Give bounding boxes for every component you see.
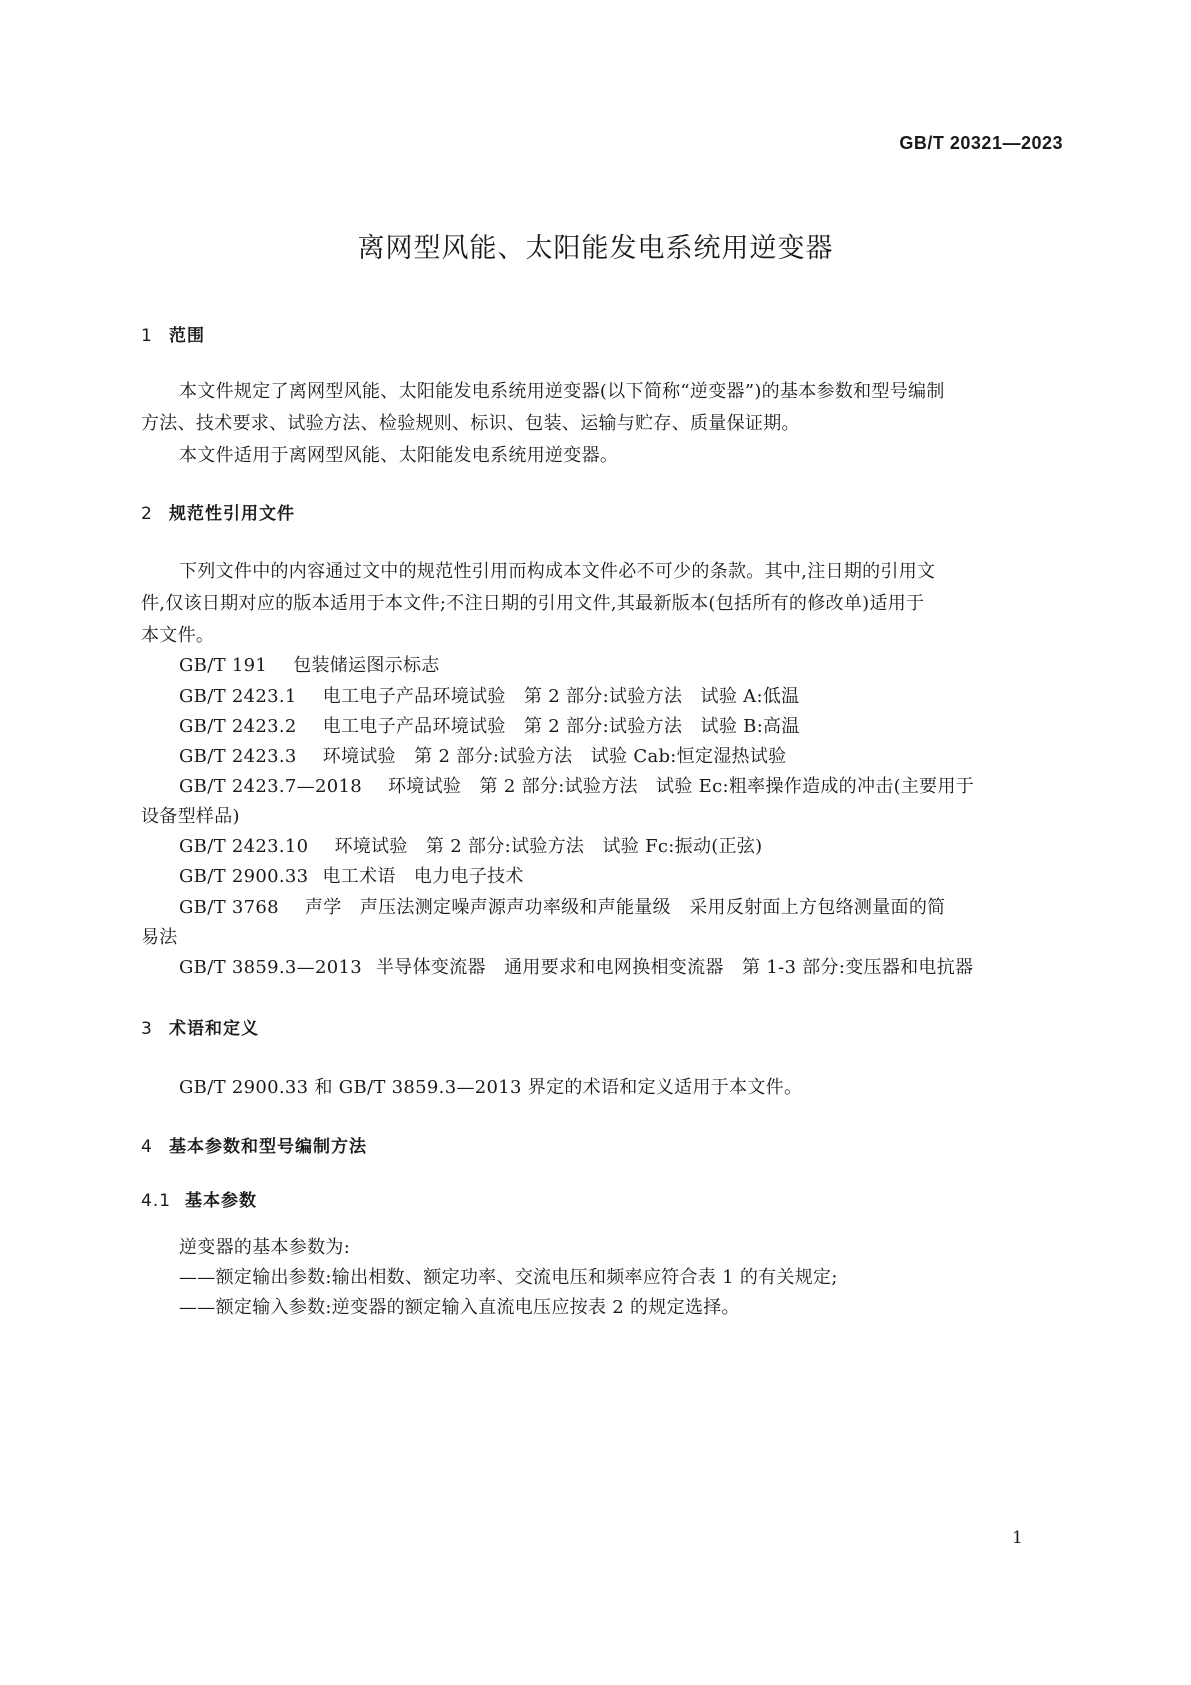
section-number: 1 xyxy=(141,326,153,346)
reference-item xyxy=(179,953,973,979)
reference-item xyxy=(179,862,524,888)
section-2-intro-line-2: 件,仅该日期对应的版本适用于本文件;不注日期的引用文件,其最新版本(包括所有的修改单)适用于 xyxy=(141,593,925,614)
reference-title: 电工电子产品环境试验 第 2 部分:试验方法 试验 B:高温 xyxy=(322,716,800,737)
reference-code: GB/T 2900.33 xyxy=(179,866,309,887)
section-1-heading xyxy=(141,321,205,346)
reference-item xyxy=(179,682,799,708)
reference-item xyxy=(179,772,974,798)
section-1-paragraph-2: 本文件适用于离网型风能、太阳能发电系统用逆变器。 xyxy=(179,445,619,466)
section-3-paragraph: GB/T 2900.33 和 GB/T 3859.3—2013 界定的术语和定义适用于本文件。 xyxy=(179,1077,803,1098)
reference-code: GB/T 2423.2 xyxy=(179,716,297,737)
section-1-paragraph-1-line-1: 本文件规定了离网型风能、太阳能发电系统用逆变器(以下简称“逆变器”)的基本参数和型号编制 xyxy=(179,381,945,402)
section-3-heading xyxy=(141,1014,259,1039)
reference-item xyxy=(179,832,763,858)
reference-item xyxy=(179,712,800,738)
reference-code: GB/T 2423.7—2018 xyxy=(179,776,362,797)
section-number: 4 xyxy=(141,1137,153,1157)
standard-code: GB/T 20321—2023 xyxy=(899,133,1063,153)
reference-code: GB/T 191 xyxy=(179,655,268,676)
section-4-heading xyxy=(141,1132,367,1157)
reference-code: GB/T 2423.10 xyxy=(179,836,309,857)
reference-code: GB/T 2423.3 xyxy=(179,746,297,767)
reference-title: 半导体变流器 通用要求和电网换相变流器 第 1-3 部分:变压器和电抗器 xyxy=(376,957,974,978)
reference-code: GB/T 3859.3—2013 xyxy=(179,957,362,978)
reference-continuation: 设备型样品) xyxy=(141,806,240,827)
reference-continuation: 易法 xyxy=(141,927,178,948)
reference-title: 包装储运图示标志 xyxy=(293,655,440,676)
list-item: ——额定输出参数:输出相数、额定功率、交流电压和频率应符合表 1 的有关规定; xyxy=(179,1267,838,1288)
reference-item xyxy=(179,742,786,768)
reference-title: 环境试验 第 2 部分:试验方法 试验 Ec:粗率操作造成的冲击(主要用于 xyxy=(388,776,975,797)
reference-code: GB/T 3768 xyxy=(179,897,279,918)
reference-title: 环境试验 第 2 部分:试验方法 试验 Cab:恒定湿热试验 xyxy=(322,746,787,767)
subsection-4-1-heading xyxy=(141,1186,257,1211)
section-number: 2 xyxy=(141,504,153,524)
reference-title: 环境试验 第 2 部分:试验方法 试验 Fc:振动(正弦) xyxy=(334,836,763,857)
reference-title: 声学 声压法测定噪声源声功率级和声能量级 采用反射面上方包络测量面的简 xyxy=(304,897,946,918)
section-2-intro-line-1: 下列文件中的内容通过文中的规范性引用而构成本文件必不可少的条款。其中,注日期的引用文 xyxy=(179,561,936,582)
reference-item xyxy=(179,893,945,919)
list-item: ——额定输入参数:逆变器的额定输入直流电压应按表 2 的规定选择。 xyxy=(179,1297,740,1318)
section-2-intro-line-3: 本文件。 xyxy=(141,625,215,646)
section-title: 术语和定义 xyxy=(169,1019,259,1039)
reference-code: GB/T 2423.1 xyxy=(179,686,297,707)
section-title: 范围 xyxy=(169,326,205,346)
section-number: 3 xyxy=(141,1019,153,1039)
reference-title: 电工电子产品环境试验 第 2 部分:试验方法 试验 A:低温 xyxy=(322,686,800,707)
section-title: 规范性引用文件 xyxy=(169,504,295,524)
subsection-number: 4.1 xyxy=(141,1191,172,1211)
subsection-4-1-intro: 逆变器的基本参数为: xyxy=(179,1237,351,1258)
section-2-heading xyxy=(141,499,295,524)
page-number: 1 xyxy=(1012,1528,1023,1548)
section-title: 基本参数和型号编制方法 xyxy=(169,1137,367,1157)
reference-item xyxy=(179,651,440,677)
reference-title: 电工术语 电力电子技术 xyxy=(322,866,524,887)
section-1-paragraph-1-line-2: 方法、技术要求、试验方法、检验规则、标识、包装、运输与贮存、质量保证期。 xyxy=(141,413,800,434)
subsection-title: 基本参数 xyxy=(185,1191,257,1211)
document-title: 离网型风能、太阳能发电系统用逆变器 xyxy=(357,233,834,264)
